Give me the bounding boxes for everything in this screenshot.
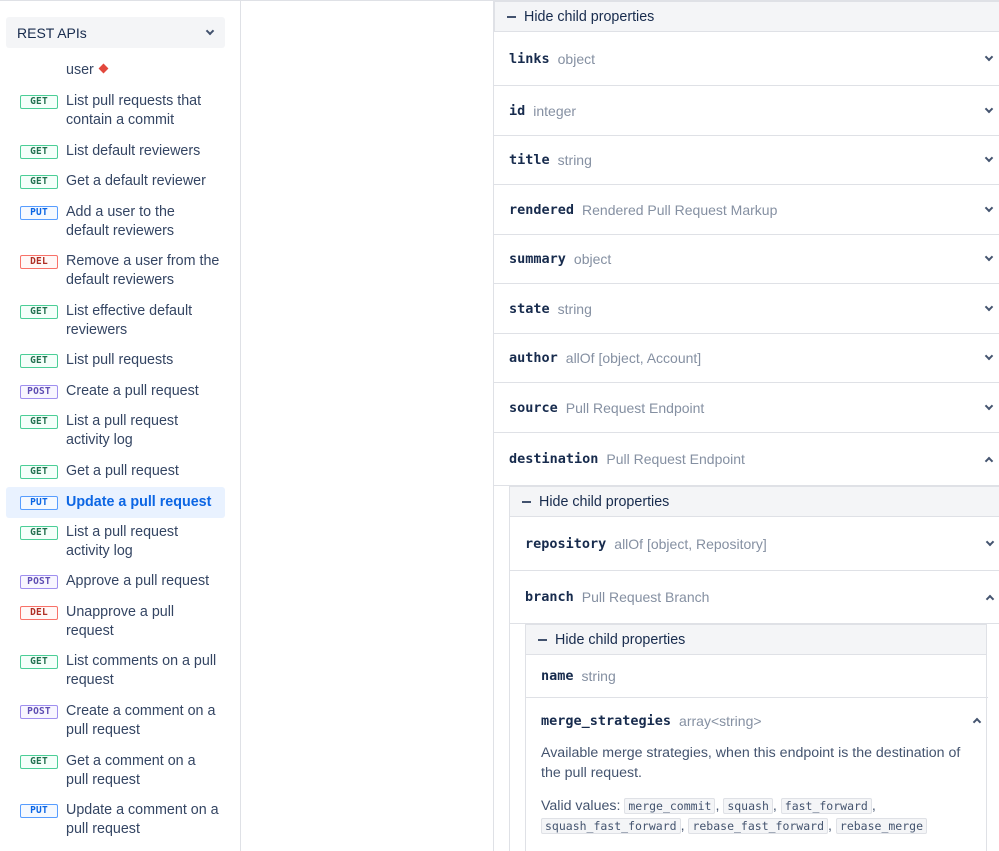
valid-value-code: fast_forward bbox=[781, 798, 872, 814]
chevron-down-icon bbox=[206, 26, 214, 34]
sidebar-item-text: Get a pull request bbox=[66, 463, 179, 479]
property-type: object bbox=[557, 50, 595, 67]
sidebar-item-label bbox=[20, 61, 221, 80]
property-type: Pull Request Endpoint bbox=[565, 399, 705, 416]
chevron-down-icon bbox=[985, 154, 993, 162]
branch-children bbox=[525, 624, 987, 851]
property-name: rendered bbox=[509, 201, 575, 218]
property-heading bbox=[509, 202, 986, 218]
method-badge: GET bbox=[20, 465, 58, 479]
property-heading bbox=[509, 301, 986, 317]
hide-child-properties-button[interactable] bbox=[525, 624, 987, 655]
property-heading bbox=[525, 589, 987, 605]
property-name: links bbox=[509, 50, 550, 67]
sidebar-item[interactable] bbox=[6, 603, 225, 641]
chevron-down-icon bbox=[985, 302, 993, 310]
property-row-id[interactable] bbox=[494, 86, 999, 136]
method-badge: GET bbox=[20, 755, 58, 769]
property-name: title bbox=[509, 152, 550, 168]
method-badge: PUT bbox=[20, 206, 58, 220]
valid-value-code: rebase_merge bbox=[836, 818, 927, 834]
sidebar-item[interactable] bbox=[6, 302, 225, 340]
property-name: id bbox=[509, 102, 526, 119]
sidebar-item[interactable] bbox=[6, 252, 225, 290]
api-section-selector[interactable] bbox=[6, 17, 225, 48]
property-row-state[interactable] bbox=[494, 284, 999, 334]
property-heading bbox=[509, 350, 986, 366]
property-name: source bbox=[509, 399, 558, 416]
sidebar-item-text: user bbox=[66, 62, 94, 78]
property-name: destination bbox=[509, 451, 599, 467]
property-heading bbox=[509, 251, 986, 267]
method-badge: DEL bbox=[20, 606, 58, 620]
property-heading bbox=[541, 713, 974, 729]
minus-icon bbox=[507, 16, 516, 18]
method-badge: GET bbox=[20, 95, 58, 109]
property-row-rendered[interactable] bbox=[494, 185, 999, 235]
property-name: state bbox=[509, 300, 550, 317]
property-type: string bbox=[557, 300, 592, 317]
sidebar-item[interactable] bbox=[6, 702, 225, 740]
schema-panel bbox=[493, 1, 999, 851]
method-badge: DEL bbox=[20, 255, 58, 269]
sidebar-item-text: Get a default reviewer bbox=[66, 173, 206, 189]
property-name: branch bbox=[525, 589, 574, 605]
chevron-up-icon bbox=[985, 456, 993, 464]
chevron-down-icon bbox=[985, 52, 993, 60]
chevron-down-icon bbox=[986, 537, 994, 545]
method-badge: PUT bbox=[20, 496, 58, 510]
api-section-label: REST APIs bbox=[17, 24, 87, 41]
sidebar-item-text: List pull requests bbox=[66, 352, 174, 368]
property-heading bbox=[509, 51, 986, 67]
valid-value-code: squash bbox=[723, 798, 773, 814]
sidebar-item-text: Remove a user from the default reviewers bbox=[66, 253, 220, 288]
sidebar-item[interactable] bbox=[6, 801, 225, 839]
sidebar-item[interactable] bbox=[6, 752, 225, 790]
sidebar-item[interactable] bbox=[6, 61, 225, 80]
sidebar-item-text: List pull requests that contain a commit bbox=[66, 93, 202, 128]
property-name: name bbox=[541, 668, 574, 684]
chevron-down-icon bbox=[985, 253, 993, 261]
valid-value-code: rebase_fast_forward bbox=[688, 818, 828, 834]
sidebar-item[interactable] bbox=[6, 487, 225, 518]
merge-strategies-description: Available merge strategies, when this endpoint is the destination of the pull request. bbox=[541, 745, 961, 781]
property-row-name[interactable] bbox=[526, 655, 988, 698]
method-badge: GET bbox=[20, 145, 58, 159]
sidebar-item-text: Create a pull request bbox=[66, 383, 199, 399]
method-badge: POST bbox=[20, 385, 58, 399]
sidebar-item[interactable] bbox=[6, 412, 225, 450]
chevron-down-icon bbox=[985, 104, 993, 112]
method-badge: PUT bbox=[20, 804, 58, 818]
chevron-down-icon bbox=[985, 401, 993, 409]
sidebar-item[interactable] bbox=[6, 652, 225, 690]
sidebar-item-text: Update a pull request bbox=[66, 494, 212, 510]
sidebar-item-text: List comments on a pull request bbox=[66, 653, 217, 688]
property-row-title[interactable] bbox=[494, 136, 999, 185]
property-row-repository[interactable] bbox=[510, 517, 999, 571]
method-badge: GET bbox=[20, 175, 58, 189]
property-row-summary[interactable] bbox=[494, 235, 999, 284]
merge-strategies-valid-values: Valid values: merge_commit , squash , fast_forward , squash_fast_forward , rebase_fast_forward , rebase_merge bbox=[541, 797, 971, 836]
property-name: summary bbox=[509, 251, 566, 267]
method-badge: GET bbox=[20, 526, 58, 540]
property-name: repository bbox=[525, 535, 607, 552]
method-badge: GET bbox=[20, 655, 58, 669]
property-type: Pull Request Endpoint bbox=[606, 451, 745, 467]
property-type: allOf [object, Account] bbox=[565, 350, 702, 366]
property-type: Rendered Pull Request Markup bbox=[582, 201, 778, 218]
minus-icon bbox=[538, 639, 547, 641]
property-name: merge_strategies bbox=[541, 712, 672, 729]
property-heading bbox=[509, 451, 986, 467]
sidebar-item-text: Unapprove a pull request bbox=[66, 604, 175, 639]
property-type: object bbox=[573, 251, 612, 267]
sidebar-item[interactable] bbox=[6, 462, 225, 481]
sidebar-item[interactable] bbox=[6, 351, 225, 370]
hide-child-properties-button[interactable] bbox=[509, 486, 999, 517]
chevron-down-icon bbox=[985, 352, 993, 360]
sidebar-item-text: List a pull request activity log bbox=[66, 413, 179, 448]
property-type: allOf [object, Repository] bbox=[614, 535, 767, 552]
method-badge: POST bbox=[20, 705, 58, 719]
property-name: author bbox=[509, 350, 558, 366]
property-type: integer bbox=[533, 102, 577, 119]
property-heading bbox=[509, 400, 986, 416]
chevron-up-icon bbox=[986, 594, 994, 602]
sidebar-item-text: List a pull request activity log bbox=[66, 524, 179, 559]
destination-children bbox=[509, 486, 999, 851]
sidebar-item[interactable] bbox=[6, 203, 225, 241]
method-badge: GET bbox=[20, 305, 58, 319]
sidebar-item-text: List effective default reviewers bbox=[66, 303, 193, 338]
property-heading bbox=[541, 668, 980, 684]
chevron-down-icon bbox=[985, 203, 993, 211]
property-type: Pull Request Branch bbox=[581, 589, 710, 605]
property-row-destination[interactable] bbox=[494, 433, 999, 486]
sidebar-item[interactable] bbox=[6, 572, 225, 591]
method-badge: POST bbox=[20, 575, 58, 589]
sidebar-item[interactable] bbox=[6, 92, 225, 130]
property-row-merge-strategies[interactable] bbox=[526, 698, 988, 743]
sidebar-item-text: List default reviewers bbox=[66, 143, 201, 159]
property-row-links[interactable] bbox=[494, 32, 999, 86]
sidebar-item-text: Update a comment on a pull request bbox=[66, 802, 219, 837]
property-heading bbox=[509, 152, 986, 168]
sidebar-item[interactable] bbox=[6, 142, 225, 161]
hide-child-properties-label: Hide child properties bbox=[524, 8, 655, 25]
valid-value-code: merge_commit bbox=[624, 798, 715, 814]
sidebar-item-text: Get a comment on a pull request bbox=[66, 753, 196, 788]
minus-icon bbox=[522, 501, 531, 503]
method-badge: GET bbox=[20, 415, 58, 429]
valid-value-code: squash_fast_forward bbox=[541, 818, 681, 834]
sidebar-item-text: Create a comment on a pull request bbox=[66, 703, 216, 738]
property-type: string bbox=[557, 152, 592, 168]
hide-child-properties-button[interactable] bbox=[494, 1, 999, 32]
property-row-source[interactable] bbox=[494, 383, 999, 433]
sidebar-item[interactable] bbox=[6, 172, 225, 191]
property-row-branch[interactable] bbox=[510, 571, 999, 624]
property-heading bbox=[525, 536, 987, 552]
property-row-author[interactable] bbox=[494, 334, 999, 383]
deprecated-icon bbox=[98, 64, 108, 74]
chevron-up-icon bbox=[973, 718, 981, 726]
sidebar-item-text: Add a user to the default reviewers bbox=[66, 204, 175, 239]
property-heading bbox=[509, 103, 986, 119]
hide-child-properties-label: Hide child properties bbox=[555, 631, 686, 648]
sidebar-item[interactable] bbox=[6, 382, 225, 401]
sidebar-item[interactable] bbox=[6, 523, 225, 561]
property-type: string bbox=[581, 668, 616, 684]
sidebar-item-text: Approve a pull request bbox=[66, 573, 210, 589]
property-type: array<string> bbox=[679, 712, 762, 729]
sidebar bbox=[0, 1, 241, 851]
hide-child-properties-label: Hide child properties bbox=[539, 493, 670, 510]
method-badge: GET bbox=[20, 354, 58, 368]
valid-values-label: Valid values: bbox=[541, 798, 621, 814]
